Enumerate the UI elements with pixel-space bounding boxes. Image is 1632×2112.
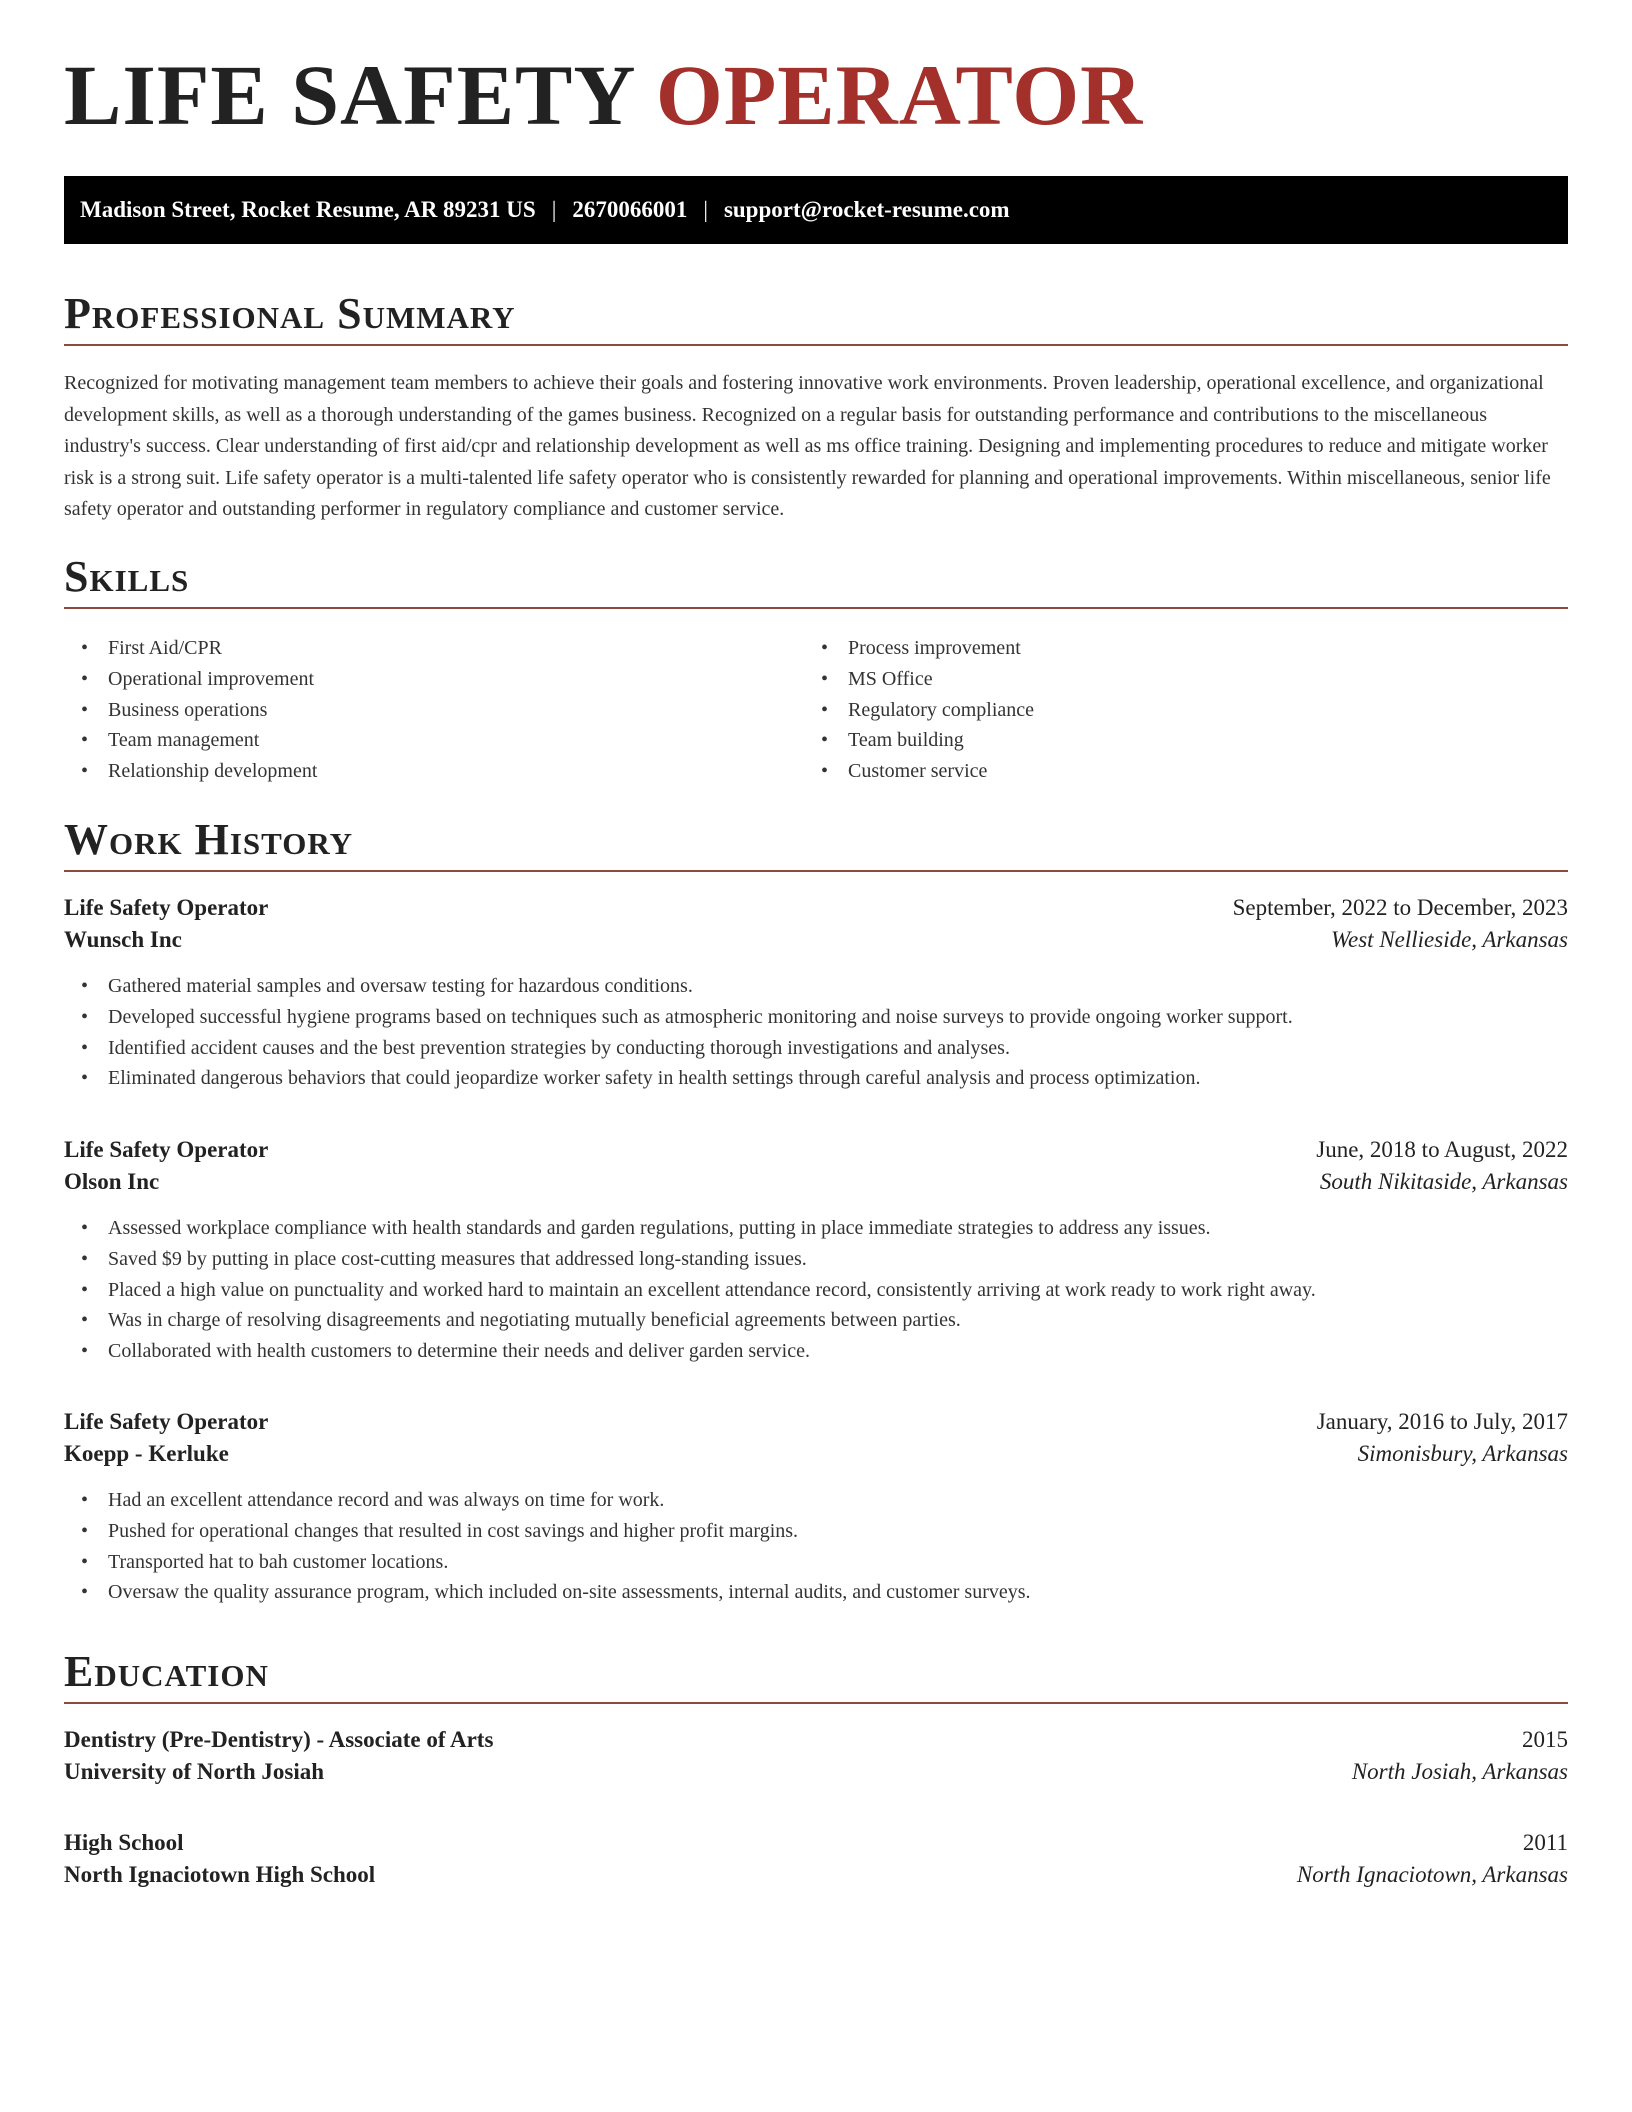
- job-dates: June, 2018 to August, 2022: [1316, 1137, 1568, 1162]
- skills-column-right: [804, 633, 1544, 787]
- contact-email: support@rocket-resume.com: [723, 197, 1010, 222]
- job-bullet: • Identified accident causes and the best prevention strategies by conducting thorough investigations and analyses.: [64, 1033, 1568, 1064]
- job-title: Life Safety Operator: [64, 1137, 269, 1162]
- job-bullet: • Oversaw the quality assurance program, which included on-site assessments, internal audits, and customer surveys.: [64, 1577, 1568, 1608]
- job-bullets: [64, 1485, 1568, 1608]
- job-company-row: [64, 1441, 1568, 1467]
- contact-address: Madison Street, Rocket Resume, AR 89231 US: [80, 197, 536, 222]
- education-school-row: [64, 1862, 1568, 1888]
- job-bullet: • Was in charge of resolving disagreements and negotiating mutually beneficial agreements between parties.: [64, 1305, 1568, 1336]
- skill-item: • Process improvement: [804, 633, 1544, 664]
- job-dates: January, 2016 to July, 2017: [1316, 1409, 1568, 1434]
- job-bullets: [64, 1213, 1568, 1367]
- contact-separator: |: [703, 197, 708, 222]
- job-bullet: • Pushed for operational changes that resulted in cost savings and higher profit margins.: [64, 1516, 1568, 1547]
- job-company: Koepp - Kerluke: [64, 1441, 229, 1466]
- section-heading-education: Education: [64, 1650, 1568, 1704]
- name-second: OPERATOR: [655, 47, 1144, 143]
- education-location: North Josiah, Arkansas: [1351, 1759, 1568, 1784]
- job-bullet: • Transported hat to bah customer locations.: [64, 1547, 1568, 1578]
- contact-separator: |: [551, 197, 557, 222]
- contact-phone: 2670066001: [572, 197, 688, 222]
- education-school: University of North Josiah: [64, 1759, 325, 1784]
- skill-item: • Relationship development: [64, 756, 804, 787]
- job-company-row: [64, 927, 1568, 953]
- job-company: Wunsch Inc: [64, 927, 182, 952]
- job-bullet: • Developed successful hygiene programs based on techniques such as atmospheric monitoring and noise surveys to provide ongoing worker support.: [64, 1002, 1568, 1033]
- education-school-row: [64, 1759, 1568, 1785]
- skill-item: • Customer service: [804, 756, 1544, 787]
- job-company-row: [64, 1169, 1568, 1195]
- skill-item: • Team building: [804, 725, 1544, 756]
- job-entry: [64, 1409, 1568, 1608]
- job-entry: [64, 1137, 1568, 1367]
- job-bullet: • Assessed workplace compliance with health standards and garden regulations, putting in place immediate strategies to address any issues.: [64, 1213, 1568, 1244]
- education-degree: High School: [64, 1830, 184, 1855]
- education-year: 2015: [1522, 1727, 1568, 1752]
- summary-text: Recognized for motivating management team members to achieve their goals and fostering innovative work environments. Proven leadership, operational excellence, and organizational development skills, as well as a thorough understanding of the games business. Recognized on a regular basis for outstanding performance and contributions to the miscellaneous industry's success. Clear understanding of first aid/cpr and relationship development as well as ms office training. Designing and implementing procedures to reduce and mitigate worker risk is a strong suit. Life safety operator is a multi-talented life safety operator who is consistently rewarded for planning and operational improvements. Within miscellaneous, senior life safety operator and outstanding performer in regulatory compliance and customer service.: [64, 372, 1551, 520]
- job-bullet: • Had an excellent attendance record and was always on time for work.: [64, 1485, 1568, 1516]
- skills-column-left: [64, 633, 804, 787]
- job-title: Life Safety Operator: [64, 1409, 269, 1434]
- education-degree-row: [64, 1727, 1568, 1753]
- section-heading-summary: Professional Summary: [64, 292, 1568, 346]
- job-bullet: • Placed a high value on punctuality and worked hard to maintain an excellent attendance record, consistently arriving at work ready to work right away.: [64, 1275, 1568, 1306]
- job-title-row: [64, 1137, 1568, 1163]
- education-degree: Dentistry (Pre-Dentistry) - Associate of Arts: [64, 1727, 494, 1752]
- job-entry: [64, 895, 1568, 1094]
- name-first: LIFE SAFETY: [64, 47, 634, 143]
- education-entry: [64, 1830, 1568, 1888]
- job-dates: September, 2022 to December, 2023: [1232, 895, 1568, 920]
- job-bullets: [64, 971, 1568, 1094]
- job-bullet: • Saved $9 by putting in place cost-cutting measures that addressed long-standing issues.: [64, 1244, 1568, 1275]
- contact-bar: [64, 176, 1568, 244]
- job-bullet: • Gathered material samples and oversaw testing for hazardous conditions.: [64, 971, 1568, 1002]
- job-location: West Nellieside, Arkansas: [1330, 927, 1568, 952]
- education-entry: [64, 1727, 1568, 1785]
- job-company: Olson Inc: [64, 1169, 160, 1194]
- section-heading-skills: Skills: [64, 555, 1568, 609]
- skills-list: [64, 633, 1568, 787]
- job-title-row: [64, 1409, 1568, 1435]
- job-location: South Nikitaside, Arkansas: [1319, 1169, 1568, 1194]
- section-heading-work-history: Work History: [64, 818, 1568, 872]
- job-bullet: • Eliminated dangerous behaviors that could jeopardize worker safety in health settings through careful analysis and process optimization.: [64, 1063, 1568, 1094]
- skill-item: • Regulatory compliance: [804, 695, 1544, 726]
- skill-item: • MS Office: [804, 664, 1544, 695]
- job-bullet: • Collaborated with health customers to determine their needs and deliver garden service.: [64, 1336, 1568, 1367]
- skill-item: • Team management: [64, 725, 804, 756]
- skill-item: • First Aid/CPR: [64, 633, 804, 664]
- job-title: Life Safety Operator: [64, 895, 269, 920]
- job-title-row: [64, 895, 1568, 921]
- education-year: 2011: [1522, 1830, 1568, 1855]
- resume-name-title: [64, 47, 1144, 143]
- skill-item: • Operational improvement: [64, 664, 804, 695]
- job-location: Simonisbury, Arkansas: [1357, 1441, 1568, 1466]
- education-school: North Ignaciotown High School: [64, 1862, 376, 1887]
- education-degree-row: [64, 1830, 1568, 1856]
- education-location: North Ignaciotown, Arkansas: [1296, 1862, 1568, 1887]
- skill-item: • Business operations: [64, 695, 804, 726]
